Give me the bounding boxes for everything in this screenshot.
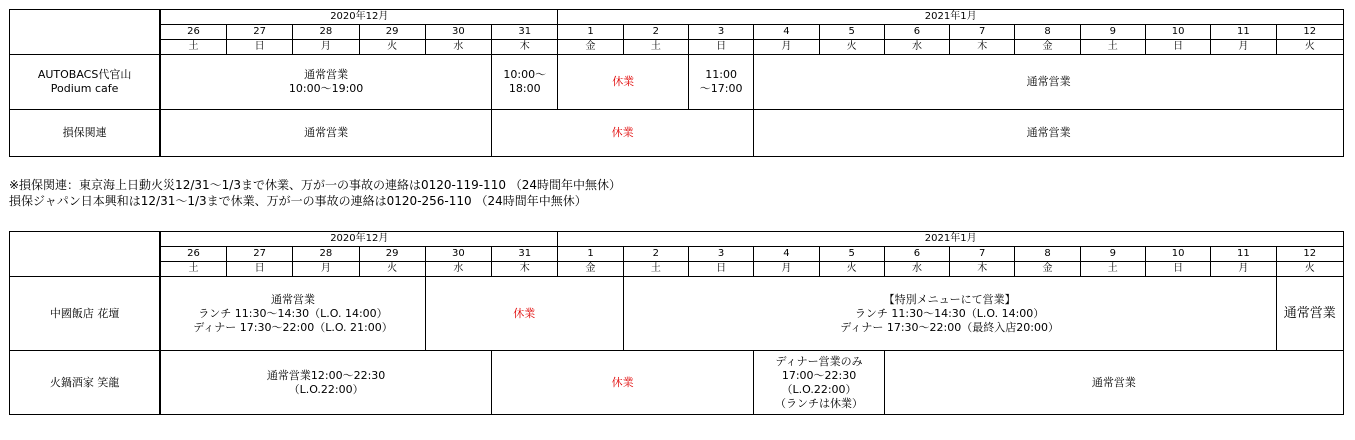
date-cell: 1 <box>558 25 623 40</box>
status-cell-closed: 休業 <box>558 55 689 110</box>
store-name-shoryu: 火鍋酒家 笑龍 <box>10 351 161 415</box>
weekday-cell: 木 <box>950 262 1015 277</box>
date-cell: 31 <box>492 247 558 262</box>
date-cell: 28 <box>293 25 359 40</box>
date-cell: 1 <box>558 247 623 262</box>
weekday-cell: 日 <box>1145 262 1210 277</box>
weekday-cell: 土 <box>1080 262 1145 277</box>
weekday-cell: 木 <box>950 40 1015 55</box>
weekday-cell: 金 <box>558 262 623 277</box>
weekday-cell: 月 <box>1211 262 1276 277</box>
store-name-kadan: 中國飯店 花壇 <box>10 277 161 351</box>
date-cell: 30 <box>425 25 491 40</box>
date-cell: 11 <box>1211 247 1276 262</box>
date-cell: 6 <box>884 247 949 262</box>
status-cell-closed: 休業 <box>425 277 623 351</box>
weekday-cell: 土 <box>623 40 688 55</box>
date-cell: 5 <box>819 25 884 40</box>
weekday-cell: 日 <box>688 40 753 55</box>
weekday-cell: 月 <box>293 262 359 277</box>
weekday-cell: 月 <box>754 40 819 55</box>
date-cell: 10 <box>1145 25 1210 40</box>
weekday-cell: 土 <box>160 40 226 55</box>
date-cell: 26 <box>160 25 226 40</box>
weekday-cell: 火 <box>819 40 884 55</box>
date-cell: 3 <box>688 247 753 262</box>
status-cell: 10:00～ 18:00 <box>492 55 558 110</box>
status-cell: 通常営業 <box>754 55 1344 110</box>
weekday-cell: 火 <box>359 40 425 55</box>
weekday-cell: 土 <box>160 262 226 277</box>
status-cell: 通常営業 <box>1276 277 1344 351</box>
date-cell: 30 <box>425 247 491 262</box>
date-cell: 8 <box>1015 25 1080 40</box>
date-cell: 12 <box>1276 247 1344 262</box>
weekday-cell: 火 <box>819 262 884 277</box>
status-cell: 通常営業12:00～22:30 （L.O.22:00） <box>160 351 491 415</box>
weekday-cell: 月 <box>1211 40 1276 55</box>
status-cell: 通常営業 <box>754 110 1344 157</box>
month-header-jan: 2021年1月 <box>558 232 1344 247</box>
date-cell: 27 <box>226 25 292 40</box>
weekday-cell: 日 <box>1145 40 1210 55</box>
date-cell: 28 <box>293 247 359 262</box>
weekday-cell: 土 <box>1080 40 1145 55</box>
date-cell: 26 <box>160 247 226 262</box>
store-name-autobacs: AUTOBACS代官山 Podium cafe <box>10 55 161 110</box>
weekday-cell: 水 <box>425 40 491 55</box>
weekday-cell: 水 <box>425 262 491 277</box>
weekday-cell: 金 <box>1015 40 1080 55</box>
status-cell: 通常営業 ランチ 11:30～14:30（L.O. 14:00） ディナー 17:30～22:00（L.O. 21:00） <box>160 277 425 351</box>
insurance-note-2: 損保ジャパン日本興和は12/31～1/3まで休業、万が一の事故の連絡は0120-256-110 （24時間年中無休） <box>9 194 587 208</box>
status-cell: 通常営業 <box>160 110 491 157</box>
date-cell: 4 <box>754 247 819 262</box>
schedule-table-2 <box>9 231 1344 415</box>
date-cell: 29 <box>359 25 425 40</box>
store-name-insurance: 損保関連 <box>10 110 161 157</box>
weekday-cell: 木 <box>492 262 558 277</box>
date-cell: 4 <box>754 25 819 40</box>
header-corner <box>10 232 161 277</box>
date-cell: 5 <box>819 247 884 262</box>
weekday-cell: 火 <box>359 262 425 277</box>
date-cell: 11 <box>1211 25 1276 40</box>
month-header-dec: 2020年12月 <box>160 232 558 247</box>
status-cell-closed: 休業 <box>492 351 754 415</box>
weekday-cell: 日 <box>688 262 753 277</box>
status-cell: ディナー営業のみ 17:00～22:30 （L.O.22:00） （ランチは休業） <box>754 351 885 415</box>
date-cell: 31 <box>492 25 558 40</box>
status-cell: 【特別メニューにて営業】 ランチ 11:30～14:30（L.O. 14:00） ディナー 17:30～22:00（最終入店20:00） <box>623 277 1276 351</box>
weekday-cell: 火 <box>1276 262 1344 277</box>
status-cell: 通常営業 10:00～19:00 <box>160 55 491 110</box>
schedule-table-1 <box>9 9 1344 157</box>
date-cell: 9 <box>1080 25 1145 40</box>
insurance-note-1: ※損保関連：東京海上日動火災12/31～1/3まで休業、万が一の事故の連絡は0120-119-110 （24時間年中無休） <box>9 178 622 192</box>
weekday-cell: 月 <box>293 40 359 55</box>
weekday-cell: 木 <box>492 40 558 55</box>
month-header-dec: 2020年12月 <box>160 10 558 25</box>
date-cell: 3 <box>688 25 753 40</box>
weekday-cell: 日 <box>226 40 292 55</box>
date-cell: 27 <box>226 247 292 262</box>
date-cell: 8 <box>1015 247 1080 262</box>
weekday-cell: 水 <box>884 40 949 55</box>
date-cell: 7 <box>950 247 1015 262</box>
date-cell: 2 <box>623 247 688 262</box>
month-header-jan: 2021年1月 <box>558 10 1344 25</box>
date-cell: 7 <box>950 25 1015 40</box>
date-cell: 12 <box>1276 25 1344 40</box>
weekday-cell: 月 <box>754 262 819 277</box>
header-corner <box>10 10 161 55</box>
status-cell: 11:00 ～17:00 <box>688 55 753 110</box>
weekday-cell: 日 <box>226 262 292 277</box>
weekday-cell: 金 <box>558 40 623 55</box>
weekday-cell: 金 <box>1015 262 1080 277</box>
weekday-cell: 土 <box>623 262 688 277</box>
status-cell: 通常営業 <box>884 351 1343 415</box>
date-cell: 2 <box>623 25 688 40</box>
date-cell: 6 <box>884 25 949 40</box>
date-cell: 9 <box>1080 247 1145 262</box>
date-cell: 29 <box>359 247 425 262</box>
status-cell-closed: 休業 <box>492 110 754 157</box>
weekday-cell: 火 <box>1276 40 1344 55</box>
date-cell: 10 <box>1145 247 1210 262</box>
weekday-cell: 水 <box>884 262 949 277</box>
